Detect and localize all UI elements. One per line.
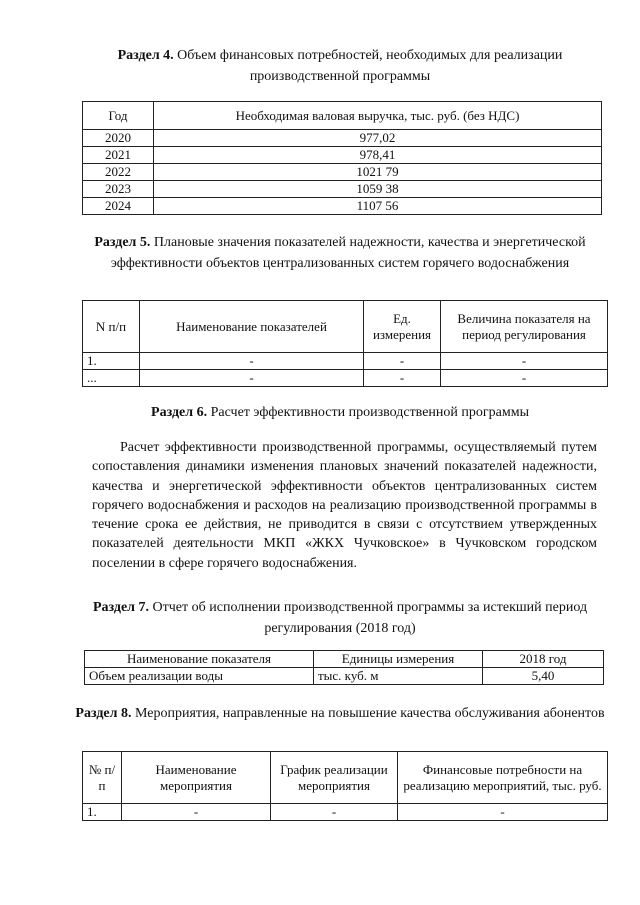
section7-label: Раздел 7. xyxy=(92,600,150,615)
section8-heading xyxy=(70,703,610,724)
number-cell: 1. xyxy=(83,804,122,821)
activity-cell: - xyxy=(122,804,271,821)
table-header-row xyxy=(83,752,608,804)
section8-title: Мероприятия, направленные на повышение качества обслуживания абонентов xyxy=(134,706,605,721)
revenue-cell: 977,02 xyxy=(154,130,602,147)
table-row xyxy=(83,804,608,821)
table-header-row xyxy=(85,651,604,668)
col-unit-header: Ед. измерения xyxy=(364,301,441,353)
indicator-cell: - xyxy=(140,353,364,370)
table-row xyxy=(83,164,602,181)
col-year-header: Год xyxy=(83,102,154,130)
section4-title: Объем финансовых потребностей, необходимых для реализации производственной программы xyxy=(177,48,563,84)
unit-cell: тыс. куб. м xyxy=(314,668,483,685)
indicator-cell: - xyxy=(140,370,364,387)
section7-heading xyxy=(70,597,610,639)
unit-cell: - xyxy=(364,370,441,387)
year-cell: 2020 xyxy=(83,130,154,147)
table-row xyxy=(83,370,608,387)
value-cell: - xyxy=(441,370,608,387)
col-revenue-header: Необходимая валовая выручка, тыс. руб. (без НДС) xyxy=(154,102,602,130)
col-value-header: Величина показателя на период регулирования xyxy=(441,301,608,353)
table-row xyxy=(83,353,608,370)
table-row xyxy=(83,198,602,215)
section6-paragraph: Расчет эффективности производственной программы, осуществляемый путем сопоставления динамики изменения плановых значений показателей надежности, качества и энергетической эффективности объектов централизованных систем горячего водоснабжения и расходов на реализацию производственной программы в течение срока ее действия, не приводится в связи с отсутствием утвержденных показателей деятельности МКП «ЖКХ Чучковское» в Чучковском городском поселении в сфере горячего водоснабжения. xyxy=(92,440,597,571)
section4-label: Раздел 4. xyxy=(117,48,174,63)
year-cell: 2024 xyxy=(83,198,154,215)
col-indicator-header: Наименование показателя xyxy=(85,651,314,668)
col-finance-header: Финансовые потребности на реализацию мероприятий, тыс. руб. xyxy=(398,752,608,804)
year-cell: 2022 xyxy=(83,164,154,181)
unit-cell: - xyxy=(364,353,441,370)
section8-table xyxy=(82,751,608,821)
revenue-cell: 978,41 xyxy=(154,147,602,164)
section4-table xyxy=(82,101,602,215)
col-schedule-header: График реализации мероприятия xyxy=(271,752,398,804)
table-header-row xyxy=(83,102,602,130)
section6-heading xyxy=(70,402,610,423)
revenue-cell: 1107 56 xyxy=(154,198,602,215)
year-cell: 2023 xyxy=(83,181,154,198)
finance-cell: - xyxy=(398,804,608,821)
table-row xyxy=(85,668,604,685)
section5-title: Плановые значения показателей надежности, качества и энергетической эффективности объектов централизованных систем горячего водоснабжения xyxy=(110,235,586,271)
section4-heading xyxy=(70,45,610,87)
section7-title: Отчет об исполнении производственной программы за истекший период регулирования (2018 год) xyxy=(152,600,588,636)
value-cell: 5,40 xyxy=(483,668,604,685)
col-number-header: № п/п xyxy=(83,752,122,804)
section7-table xyxy=(84,650,604,685)
col-unit-header: Единицы измерения xyxy=(314,651,483,668)
table-row xyxy=(83,181,602,198)
value-cell: - xyxy=(441,353,608,370)
section6-title: Расчет эффективности производственной программы xyxy=(210,405,529,420)
section8-label: Раздел 8. xyxy=(75,706,132,721)
revenue-cell: 1021 79 xyxy=(154,164,602,181)
schedule-cell: - xyxy=(271,804,398,821)
number-cell: ... xyxy=(83,370,140,387)
col-year-header: 2018 год xyxy=(483,651,604,668)
revenue-cell: 1059 38 xyxy=(154,181,602,198)
table-header-row xyxy=(83,301,608,353)
table-row xyxy=(83,147,602,164)
section5-table xyxy=(82,300,608,387)
table-row xyxy=(83,130,602,147)
indicator-cell: Объем реализации воды xyxy=(85,668,314,685)
section5-label: Раздел 5. xyxy=(94,235,151,250)
col-number-header: N п/п xyxy=(83,301,140,353)
number-cell: 1. xyxy=(83,353,140,370)
col-activity-header: Наименование мероприятия xyxy=(122,752,271,804)
section6-label: Раздел 6. xyxy=(151,405,208,420)
year-cell: 2021 xyxy=(83,147,154,164)
section5-heading xyxy=(70,232,610,274)
col-indicator-header: Наименование показателей xyxy=(140,301,364,353)
